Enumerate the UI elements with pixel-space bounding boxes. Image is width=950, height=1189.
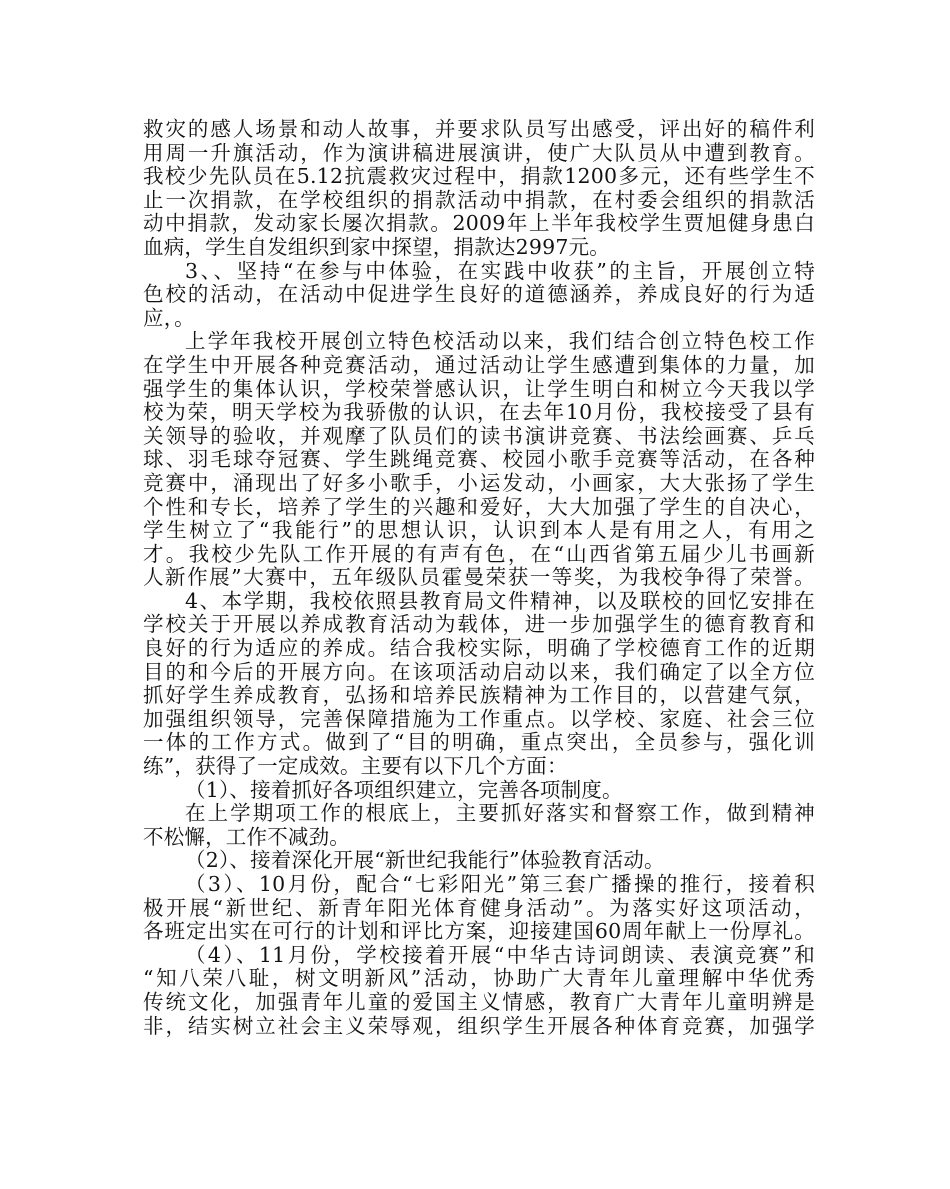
text-line: 不松懈，工作不减劲。 <box>143 824 350 849</box>
text-line: 止一次捐款，在学校组织的捐款活动中捐款，在村委会组织的捐款活 <box>143 187 815 212</box>
text-line: 个性和专长，培养了学生的兴趣和爱好，大大加强了学生的自决心， <box>143 494 815 519</box>
text-line: “知八荣八耻，树文明新风”活动，协助广大青年儿童理解中华优秀 <box>143 966 815 991</box>
text-line: 在上学期项工作的根底上，主要抓好落实和督察工作，做到精神 <box>185 801 815 826</box>
text-line: 3、、坚持“在参与中体验，在实践中收获”的主旨，开展创立特 <box>185 258 815 283</box>
text-line: （3）、10月份，配合“七彩阳光”第三套广播操的推行，接着积 <box>185 872 815 896</box>
text-line: 色校的活动，在活动中促进学生良好的道德涵养，养成良好的行为适 <box>143 282 815 307</box>
text-line: 上学年我校开展创立特色校活动以来，我们结合创立特色校工作 <box>185 329 815 354</box>
text-line: 我校少先队员在5.12抗震救灾过程中，捐款1200多元，还有些学生不 <box>143 164 815 189</box>
text-line: 目的和今后的开展方向。在该项活动启动以来，我们确定了以全方位 <box>143 659 815 684</box>
text-line: （4）、11月份，学校接着开展“中华古诗词朗读、表演竞赛”和 <box>185 942 815 967</box>
text-line: 救灾的感人场景和动人故事，并要求队员写出感受，评出好的稿件利 <box>143 117 815 141</box>
text-line: 竞赛中，涌现出了好多小歌手，小运发动，小画家，大大张扬了学生 <box>143 470 815 495</box>
text-line: 强学生的集体认识，学校荣誉感认识，让学生明白和树立今天我以学 <box>143 376 815 401</box>
text-line: 传统文化，加强青年儿童的爱国主义情感，教育广大青年儿童明辨是 <box>143 989 815 1014</box>
text-line: 加强组织领导，完善保障措施为工作重点。以学校、家庭、社会三位 <box>143 706 815 731</box>
text-line: 人新作展”大赛中，五年级队员霍曼荣获一等奖，为我校争得了荣誉。 <box>143 565 815 590</box>
text-line: 血病，学生自发组织到家中探望，捐款达2997元。 <box>143 234 610 259</box>
text-line: （1）、接着抓好各项组织建立，完善各项制度。 <box>185 777 623 802</box>
text-line: 关领导的验收，并观摩了队员们的读书演讲竞赛、书法绘画赛、乒乓 <box>143 423 815 448</box>
text-line: 球、羽毛球夺冠赛、学生跳绳竞赛、校园小歌手竞赛等活动，在各种 <box>143 447 815 472</box>
text-line: （2）、接着深化开展“新世纪我能行”体验教育活动。 <box>185 848 665 873</box>
text-line: 用周一升旗活动，作为演讲稿进展演讲，使广大队员从中遭到教育。 <box>143 140 815 165</box>
text-line: 良好的行为适应的养成。结合我校实际，明确了学校德育工作的近期 <box>143 636 815 661</box>
text-line: 练”，获得了一定成效。主要有以下几个方面： <box>143 754 568 779</box>
text-line: 应，。 <box>143 305 195 330</box>
text-line: 动中捐款，发动家长屡次捐款。2009年上半年我校学生贾旭健身患白 <box>143 211 815 236</box>
text-line: 在学生中开展各种竞赛活动，通过活动让学生感遭到集体的力量，加 <box>143 352 815 377</box>
text-line: 非，结实树立社会主义荣辱观，组织学生开展各种体育竞赛，加强学 <box>143 1013 815 1038</box>
text-line: 学生树立了“我能行”的思想认识，认识到本人是有用之人，有用之 <box>143 518 815 543</box>
text-line: 学校关于开展以养成教育活动为载体，进一步加强学生的德育教育和 <box>143 612 815 637</box>
document-body <box>143 118 815 1038</box>
text-line: 各班定出实在可行的计划和评比方案，迎接建国60周年献上一份厚礼。 <box>143 919 815 944</box>
text-line: 4、本学期，我校依照县教育局文件精神，以及联校的回忆安排在 <box>185 588 815 613</box>
text-line: 才。我校少先队工作开展的有声有色，在“山西省第五届少儿书画新 <box>143 541 815 566</box>
text-line: 校为荣，明天学校为我骄傲的认识，在去年10月份，我校接受了县有 <box>143 400 815 425</box>
text-line: 抓好学生养成教育，弘扬和培养民族精神为工作目的，以营建气氛， <box>143 683 815 708</box>
text-line: 极开展“新世纪、新青年阳光体育健身活动”。为落实好这项活动， <box>143 895 815 920</box>
text-line: 一体的工作方式。做到了“目的明确，重点突出，全员参与，强化训 <box>143 730 815 755</box>
